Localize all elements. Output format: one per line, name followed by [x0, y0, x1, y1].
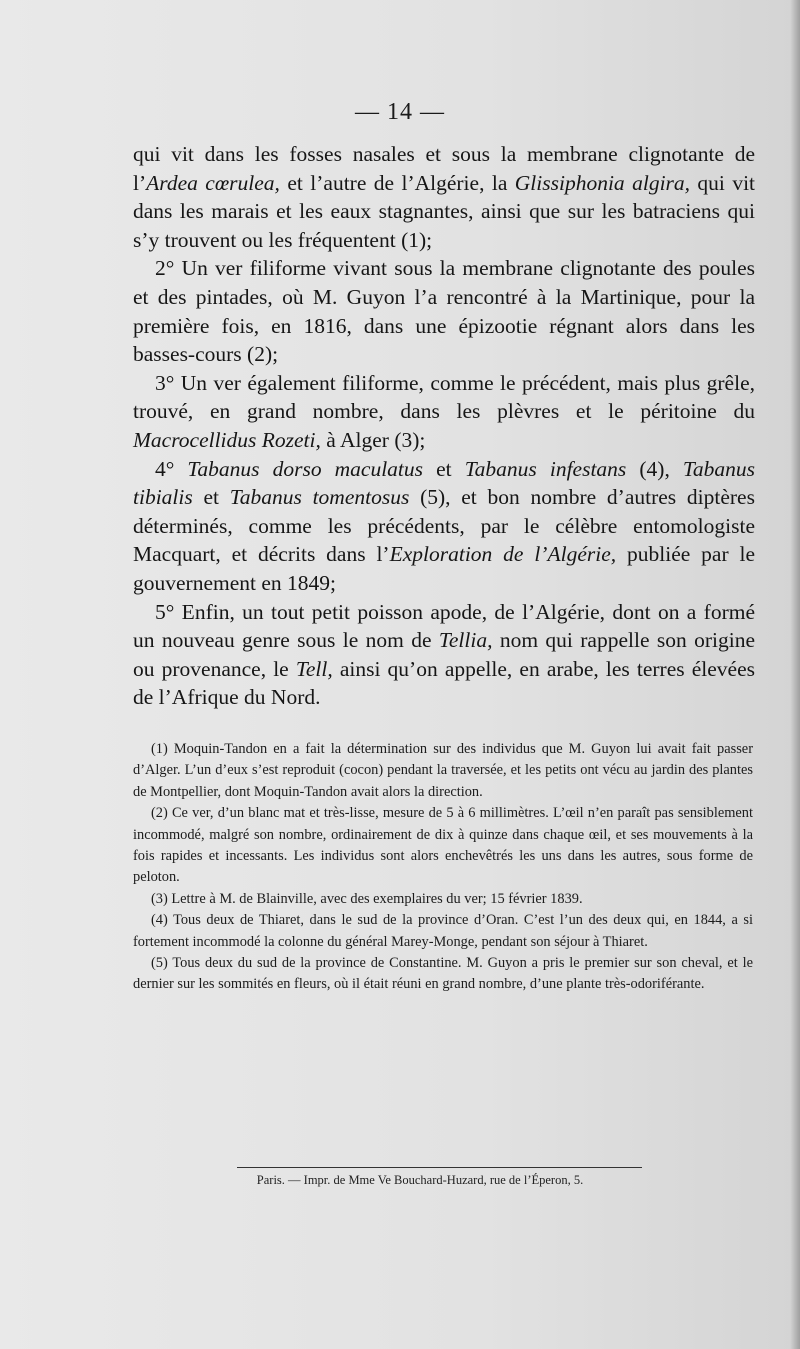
body-text	[133, 140, 755, 712]
italic-segment: Tabanus tibialis	[133, 456, 755, 510]
italic-segment: Tabanus infestans	[464, 456, 627, 481]
text-segment: (4),	[626, 456, 683, 481]
text-segment: à Alger (3);	[320, 427, 426, 452]
text-segment: (5), et bon nombre d’autres diptères déterminés, comme les précédents, par le célèbre entomologiste Macquart, et décrits dans l’	[133, 485, 755, 567]
italic-segment: Macrocellidus Rozeti,	[133, 427, 321, 452]
italic-segment: Tabanus dorso maculatus	[187, 456, 424, 481]
footnote-4: (4) Tous deux de Thiaret, dans le sud de la province d’Oran. C’est l’un des deux qui, en 1844, a si fortement incommodé la colonne du général Marey-Monge, pendant son séjour à Thiaret.	[133, 912, 753, 950]
text-segment: et	[192, 485, 230, 510]
footnotes	[133, 739, 753, 996]
imprint-rule	[237, 1167, 642, 1168]
text-segment: publiée par le gouvernement en 1849;	[133, 542, 755, 595]
text-segment: ainsi qu’on appelle, en arabe, les terres élevées de l’Afrique du Nord.	[133, 656, 755, 710]
paragraph-3	[133, 369, 755, 455]
italic-segment: Tell,	[295, 656, 333, 681]
footnote-3: (3) Lettre à M. de Blainville, avec des exemplaires du ver; 15 février 1839.	[151, 890, 583, 907]
text-segment: qui vit dans les fosses nasales et sous la membrane clignotante de l’	[133, 142, 755, 195]
italic-segment: Tellia,	[438, 628, 493, 653]
paragraph-5	[133, 598, 755, 712]
text-segment: 3° Un ver également filiforme, comme le précédent, mais plus grêle, trouvé, en grand nombre, dans les plèvres et le péritoine du	[133, 370, 755, 424]
page-edge-shadow	[790, 0, 800, 1349]
italic-segment: Exploration de l’Algérie,	[389, 542, 617, 567]
text-segment: nom qui rappelle son origine ou provenance, le	[133, 628, 755, 681]
italic-segment: Tabanus tomentosus	[229, 485, 410, 510]
text-segment: et l’autre de l’Algérie, la	[279, 170, 515, 195]
text-segment: et	[423, 456, 465, 481]
italic-segment: Glissiphonia algira,	[514, 170, 691, 195]
text-segment: qui vit dans les marais et les eaux stagnantes, ainsi que sur les batraciens qui s’y trouvent ou les fréquentent (1);	[133, 170, 756, 252]
text-segment: 4°	[155, 456, 188, 481]
footnote-2: (2) Ce ver, d’un blanc mat et très-lisse, mesure de 5 à 6 millimètres. L’œil n’en paraît pas sensiblement incommodé, malgré son nombre, ordinairement de dix à quinze dans chaque œil, et ses mouvements à la fois rapides et incessants. Les individus sont alors enchevêtrés les uns dans les autres, sous forme de peloton.	[133, 805, 753, 886]
italic-segment: Ardea cœrulea,	[146, 170, 280, 195]
printer-imprint: Paris. — Impr. de Mme Ve Bouchard-Huzard, rue de l’Éperon, 5.	[256, 1173, 584, 1187]
page-number: — 14 —	[355, 99, 445, 125]
text-segment: 2° Un ver filiforme vivant sous la membrane clignotante des poules et des pintades, où M. Guyon l’a rencontré à la Martinique, pour la première fois, en 1816, dans une épizootie régnant alors dans les basses-cours (2);	[133, 256, 755, 367]
footnote-1: (1) Moquin-Tandon en a fait la détermination sur des individus que M. Guyon lui avait fait passer d’Alger. L’un d’eux s’est reproduit (cocon) pendant la traversée, et les petits ont vécu au jardin des plantes de Montpellier, dont Moquin-Tandon avait alors la direction.	[133, 741, 753, 800]
paragraph-2	[133, 254, 755, 368]
text-segment: 5° Enfin, un tout petit poisson apode, de l’Algérie, dont on a formé un nouveau genre sous le nom de	[133, 599, 755, 653]
footnote-5: (5) Tous deux du sud de la province de Constantine. M. Guyon a pris le premier sur son cheval, et le dernier sur les sommités en fleurs, où il était réuni en grand nombre, d’une plante très-odoriférante.	[133, 955, 753, 993]
paragraph-4	[133, 455, 755, 598]
paragraph-1	[133, 140, 755, 254]
